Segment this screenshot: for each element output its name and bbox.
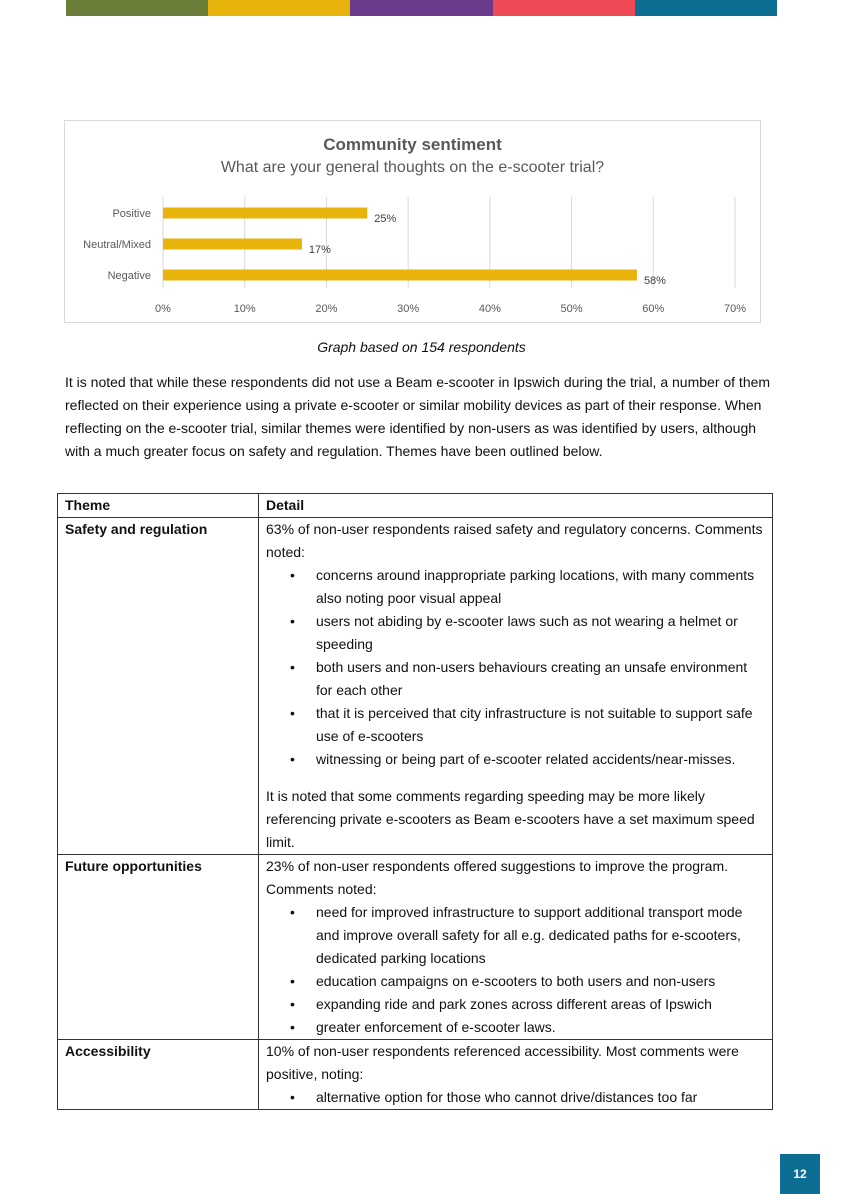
bullet-item: • greater enforcement of e-scooter laws. [316, 1016, 765, 1039]
chart-plot [65, 121, 762, 324]
x-tick-label: 0% [155, 303, 171, 315]
header-detail: Detail [259, 494, 773, 518]
x-tick-label: 70% [723, 303, 747, 315]
data-label: 17% [308, 244, 331, 256]
category-label: Negative [107, 270, 151, 282]
chart-title: Community sentiment [323, 135, 502, 154]
color-segment-2 [208, 0, 350, 16]
table-row [58, 518, 773, 855]
x-tick-label: 20% [315, 303, 338, 315]
color-segment-3 [350, 0, 492, 16]
bullet-item: • expanding ride and park zones across different areas of Ipswich [316, 993, 765, 1016]
table-header-row [58, 494, 773, 518]
sentiment-chart [64, 120, 761, 323]
table-row [58, 1040, 773, 1110]
bullet-item: • witnessing or being part of e-scooter related accidents/near-misses. [316, 748, 765, 771]
x-tick-label: 50% [560, 303, 583, 315]
detail-cell [259, 855, 773, 1040]
color-segment-1 [66, 0, 208, 16]
color-segment-5 [635, 0, 777, 16]
table-row [58, 855, 773, 1040]
paragraph-spacer [266, 771, 765, 785]
page-number: 12 [780, 1154, 820, 1194]
bar [163, 208, 367, 219]
bullet-item: • that it is perceived that city infrastructure is not suitable to support safe use of e-scooters [316, 702, 765, 748]
bullet-item: • users not abiding by e-scooter laws such as not wearing a helmet or speeding [316, 610, 765, 656]
detail-bullet-list [266, 901, 765, 1039]
color-segment-4 [493, 0, 635, 16]
theme-cell: Future opportunities [58, 855, 259, 1040]
bullet-item: • need for improved infrastructure to support additional transport mode and improve overall safety for all e.g. dedicated paths for e-scooters, dedicated parking locations [316, 901, 765, 970]
data-label: 25% [374, 213, 397, 225]
detail-cell [259, 1040, 773, 1110]
x-tick-label: 60% [642, 303, 665, 315]
x-tick-label: 40% [478, 303, 501, 315]
detail-cell [259, 518, 773, 855]
category-label: Positive [112, 208, 151, 220]
bar [163, 239, 302, 250]
data-label: 58% [643, 275, 666, 287]
x-tick-label: 10% [233, 303, 256, 315]
theme-cell: Accessibility [58, 1040, 259, 1110]
detail-note: It is noted that some comments regarding speeding may be more likely referencing private e-scooters as Beam e-scooters have a set maximum speed limit. [266, 788, 755, 850]
detail-intro: 23% of non-user respondents offered suggestions to improve the program. Comments noted: [266, 858, 729, 897]
detail-intro: 63% of non-user respondents raised safety and regulatory concerns. Comments noted: [266, 521, 763, 560]
detail-bullet-list [266, 1086, 765, 1109]
intro-paragraph: It is noted that while these respondents did not use a Beam e-scooter in Ipswich during the trial, a number of them reflected on their experience using a private e-scooter or similar mobility devices as part of their response. When reflecting on the e-scooter trial, similar themes were identified by non-users as was identified by users, although with a much greater focus on safety and regulation. Themes have been outlined below. [65, 374, 771, 459]
bullet-item: • alternative option for those who cannot drive/distances too far [316, 1086, 765, 1109]
chart-subtitle: What are your general thoughts on the e-scooter trial? [220, 159, 605, 176]
x-tick-label: 30% [397, 303, 420, 315]
bullet-item: • concerns around inappropriate parking locations, with many comments also noting poor visual appeal [316, 564, 765, 610]
header-theme: Theme [58, 494, 259, 518]
themes-table [57, 493, 773, 1110]
top-color-bar [66, 0, 777, 16]
bar [163, 270, 637, 281]
detail-intro: 10% of non-user respondents referenced accessibility. Most comments were positive, noting: [266, 1043, 739, 1082]
detail-bullet-list [266, 564, 765, 771]
bullet-item: • both users and non-users behaviours creating an unsafe environment for each other [316, 656, 765, 702]
category-label: Neutral/Mixed [83, 239, 151, 251]
chart-caption: Graph based on 154 respondents [317, 339, 526, 355]
bullet-item: • education campaigns on e-scooters to both users and non-users [316, 970, 765, 993]
theme-cell: Safety and regulation [58, 518, 259, 855]
